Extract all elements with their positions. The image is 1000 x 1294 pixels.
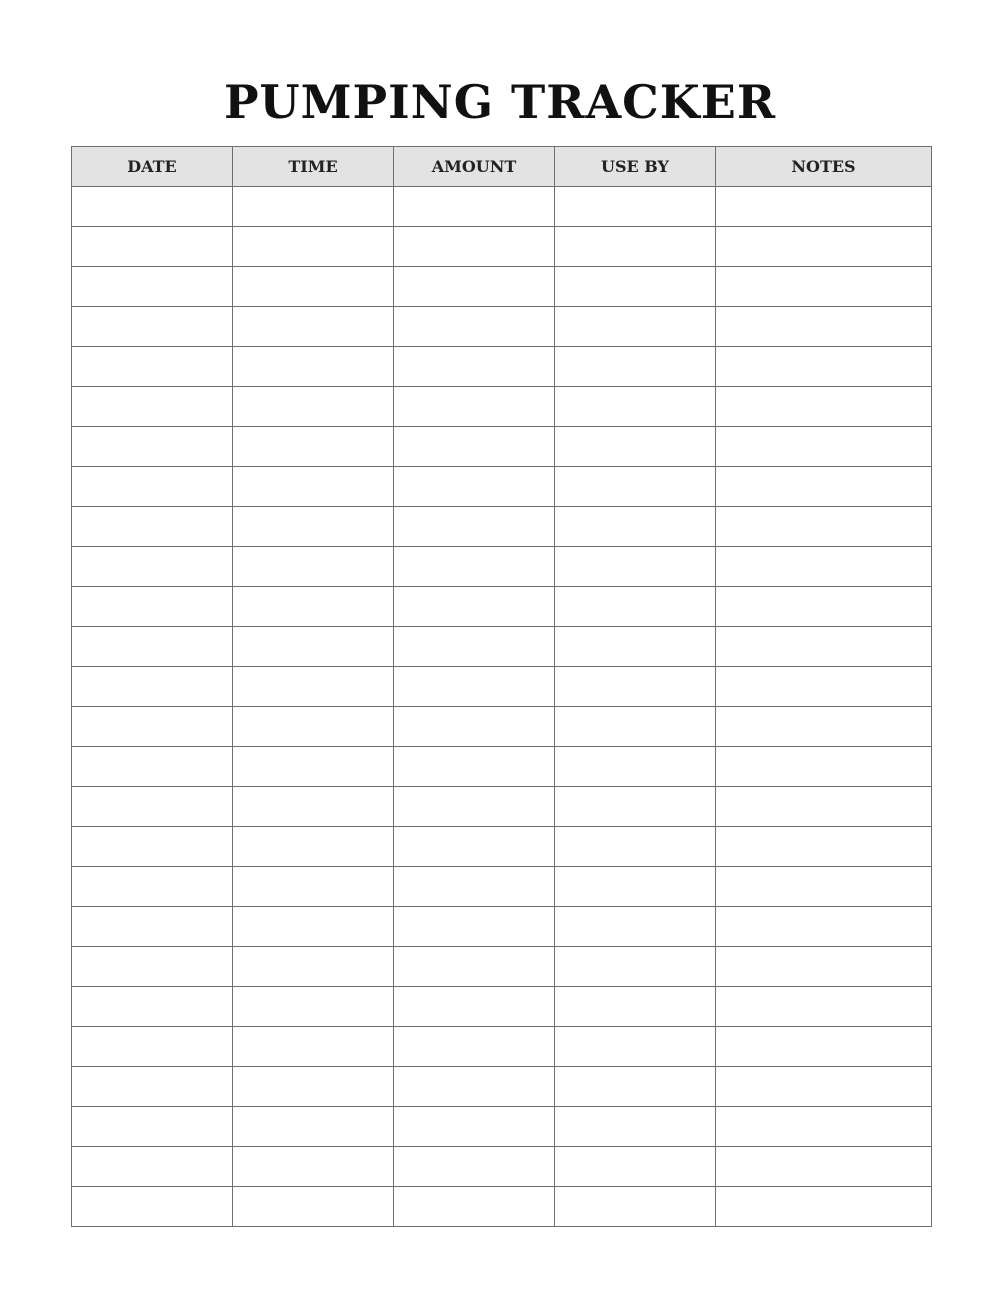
- cell-time[interactable]: [233, 787, 394, 827]
- cell-amount[interactable]: [394, 1147, 555, 1187]
- cell-time[interactable]: [233, 707, 394, 747]
- cell-date[interactable]: [72, 227, 233, 267]
- cell-date[interactable]: [72, 947, 233, 987]
- cell-date[interactable]: [72, 387, 233, 427]
- table-row: [72, 467, 932, 507]
- cell-time[interactable]: [233, 587, 394, 627]
- table-row: [72, 227, 932, 267]
- cell-time[interactable]: [233, 627, 394, 667]
- table-row: [72, 587, 932, 627]
- cell-time[interactable]: [233, 747, 394, 787]
- cell-time[interactable]: [233, 1067, 394, 1107]
- cell-use-by[interactable]: [555, 547, 716, 587]
- cell-amount[interactable]: [394, 547, 555, 587]
- cell-use-by[interactable]: [555, 347, 716, 387]
- cell-notes[interactable]: [716, 987, 932, 1027]
- cell-date[interactable]: [72, 347, 233, 387]
- cell-use-by[interactable]: [555, 707, 716, 747]
- cell-time[interactable]: [233, 867, 394, 907]
- cell-time[interactable]: [233, 1027, 394, 1067]
- cell-date[interactable]: [72, 187, 233, 227]
- cell-notes[interactable]: [716, 947, 932, 987]
- cell-time[interactable]: [233, 347, 394, 387]
- cell-amount[interactable]: [394, 307, 555, 347]
- cell-date[interactable]: [72, 987, 233, 1027]
- table-row: [72, 187, 932, 227]
- cell-time[interactable]: [233, 227, 394, 267]
- cell-date[interactable]: [72, 1187, 233, 1227]
- cell-amount[interactable]: [394, 227, 555, 267]
- column-header-amount: AMOUNT: [394, 147, 555, 187]
- cell-date[interactable]: [72, 1067, 233, 1107]
- table-row: [72, 827, 932, 867]
- cell-notes[interactable]: [716, 587, 932, 627]
- table-row: [72, 1187, 932, 1227]
- cell-use-by[interactable]: [555, 747, 716, 787]
- cell-time[interactable]: [233, 547, 394, 587]
- table-row: [72, 947, 932, 987]
- cell-use-by[interactable]: [555, 587, 716, 627]
- cell-notes[interactable]: [716, 307, 932, 347]
- cell-date[interactable]: [72, 587, 233, 627]
- cell-notes[interactable]: [716, 1067, 932, 1107]
- cell-notes[interactable]: [716, 187, 932, 227]
- cell-time[interactable]: [233, 827, 394, 867]
- cell-use-by[interactable]: [555, 787, 716, 827]
- cell-amount[interactable]: [394, 1107, 555, 1147]
- table-row: [72, 347, 932, 387]
- cell-notes[interactable]: [716, 747, 932, 787]
- cell-time[interactable]: [233, 1147, 394, 1187]
- cell-date[interactable]: [72, 787, 233, 827]
- cell-use-by[interactable]: [555, 907, 716, 947]
- cell-amount[interactable]: [394, 667, 555, 707]
- cell-time[interactable]: [233, 987, 394, 1027]
- cell-amount[interactable]: [394, 627, 555, 667]
- cell-time[interactable]: [233, 427, 394, 467]
- cell-date[interactable]: [72, 827, 233, 867]
- cell-amount[interactable]: [394, 907, 555, 947]
- cell-amount[interactable]: [394, 747, 555, 787]
- cell-use-by[interactable]: [555, 987, 716, 1027]
- cell-use-by[interactable]: [555, 1027, 716, 1067]
- column-header-time: TIME: [233, 147, 394, 187]
- cell-amount[interactable]: [394, 267, 555, 307]
- table-row: [72, 1067, 932, 1107]
- cell-use-by[interactable]: [555, 227, 716, 267]
- table-row: [72, 627, 932, 667]
- table-row: [72, 427, 932, 467]
- cell-amount[interactable]: [394, 707, 555, 747]
- table-row: [72, 707, 932, 747]
- cell-use-by[interactable]: [555, 627, 716, 667]
- cell-amount[interactable]: [394, 1187, 555, 1227]
- table-row: [72, 667, 932, 707]
- cell-notes[interactable]: [716, 227, 932, 267]
- cell-use-by[interactable]: [555, 1067, 716, 1107]
- cell-notes[interactable]: [716, 467, 932, 507]
- cell-date[interactable]: [72, 1107, 233, 1147]
- cell-notes[interactable]: [716, 907, 932, 947]
- cell-use-by[interactable]: [555, 1187, 716, 1227]
- cell-date[interactable]: [72, 667, 233, 707]
- cell-notes[interactable]: [716, 347, 932, 387]
- table-row: [72, 1107, 932, 1147]
- cell-notes[interactable]: [716, 627, 932, 667]
- cell-time[interactable]: [233, 307, 394, 347]
- cell-notes[interactable]: [716, 787, 932, 827]
- cell-time[interactable]: [233, 907, 394, 947]
- cell-time[interactable]: [233, 267, 394, 307]
- cell-date[interactable]: [72, 547, 233, 587]
- cell-amount[interactable]: [394, 387, 555, 427]
- cell-notes[interactable]: [716, 827, 932, 867]
- table-row: [72, 507, 932, 547]
- cell-notes[interactable]: [716, 1147, 932, 1187]
- column-header-date: DATE: [72, 147, 233, 187]
- cell-notes[interactable]: [716, 1027, 932, 1067]
- cell-time[interactable]: [233, 187, 394, 227]
- table-body: [72, 187, 932, 1227]
- table-row: [72, 907, 932, 947]
- column-header-notes: NOTES: [716, 147, 932, 187]
- page-title: PUMPING TRACKER: [223, 75, 777, 129]
- cell-time[interactable]: [233, 1107, 394, 1147]
- cell-amount[interactable]: [394, 987, 555, 1027]
- cell-amount[interactable]: [394, 827, 555, 867]
- table-row: [72, 987, 932, 1027]
- cell-notes[interactable]: [716, 867, 932, 907]
- cell-amount[interactable]: [394, 587, 555, 627]
- cell-date[interactable]: [72, 707, 233, 747]
- cell-use-by[interactable]: [555, 867, 716, 907]
- cell-notes[interactable]: [716, 267, 932, 307]
- table-row: [72, 547, 932, 587]
- cell-notes[interactable]: [716, 707, 932, 747]
- cell-time[interactable]: [233, 667, 394, 707]
- table-row: [72, 307, 932, 347]
- cell-date[interactable]: [72, 867, 233, 907]
- cell-time[interactable]: [233, 467, 394, 507]
- cell-notes[interactable]: [716, 1187, 932, 1227]
- column-header-use-by: USE BY: [555, 147, 716, 187]
- cell-notes[interactable]: [716, 1107, 932, 1147]
- cell-notes[interactable]: [716, 387, 932, 427]
- cell-amount[interactable]: [394, 427, 555, 467]
- cell-amount[interactable]: [394, 1067, 555, 1107]
- cell-use-by[interactable]: [555, 667, 716, 707]
- cell-date[interactable]: [72, 747, 233, 787]
- cell-notes[interactable]: [716, 547, 932, 587]
- cell-use-by[interactable]: [555, 1107, 716, 1147]
- cell-use-by[interactable]: [555, 507, 716, 547]
- cell-amount[interactable]: [394, 347, 555, 387]
- cell-time[interactable]: [233, 947, 394, 987]
- cell-time[interactable]: [233, 1187, 394, 1227]
- cell-amount[interactable]: [394, 947, 555, 987]
- cell-date[interactable]: [72, 427, 233, 467]
- cell-date[interactable]: [72, 307, 233, 347]
- table-row: [72, 867, 932, 907]
- cell-use-by[interactable]: [555, 467, 716, 507]
- cell-use-by[interactable]: [555, 1147, 716, 1187]
- cell-time[interactable]: [233, 507, 394, 547]
- cell-use-by[interactable]: [555, 267, 716, 307]
- cell-amount[interactable]: [394, 187, 555, 227]
- cell-date[interactable]: [72, 627, 233, 667]
- cell-date[interactable]: [72, 507, 233, 547]
- table-header-row: [72, 147, 932, 187]
- cell-amount[interactable]: [394, 867, 555, 907]
- cell-time[interactable]: [233, 387, 394, 427]
- cell-date[interactable]: [72, 1027, 233, 1067]
- table-row: [72, 787, 932, 827]
- cell-date[interactable]: [72, 467, 233, 507]
- table-row: [72, 747, 932, 787]
- table-row: [72, 387, 932, 427]
- table-row: [72, 267, 932, 307]
- cell-use-by[interactable]: [555, 947, 716, 987]
- cell-use-by[interactable]: [555, 187, 716, 227]
- cell-amount[interactable]: [394, 467, 555, 507]
- cell-amount[interactable]: [394, 507, 555, 547]
- cell-amount[interactable]: [394, 787, 555, 827]
- cell-notes[interactable]: [716, 427, 932, 467]
- table-row: [72, 1027, 932, 1067]
- table-row: [72, 1147, 932, 1187]
- pumping-tracker-table: [71, 146, 932, 1227]
- cell-use-by[interactable]: [555, 827, 716, 867]
- cell-use-by[interactable]: [555, 387, 716, 427]
- cell-date[interactable]: [72, 907, 233, 947]
- cell-use-by[interactable]: [555, 427, 716, 467]
- cell-notes[interactable]: [716, 667, 932, 707]
- cell-date[interactable]: [72, 1147, 233, 1187]
- cell-date[interactable]: [72, 267, 233, 307]
- cell-amount[interactable]: [394, 1027, 555, 1067]
- cell-use-by[interactable]: [555, 307, 716, 347]
- cell-notes[interactable]: [716, 507, 932, 547]
